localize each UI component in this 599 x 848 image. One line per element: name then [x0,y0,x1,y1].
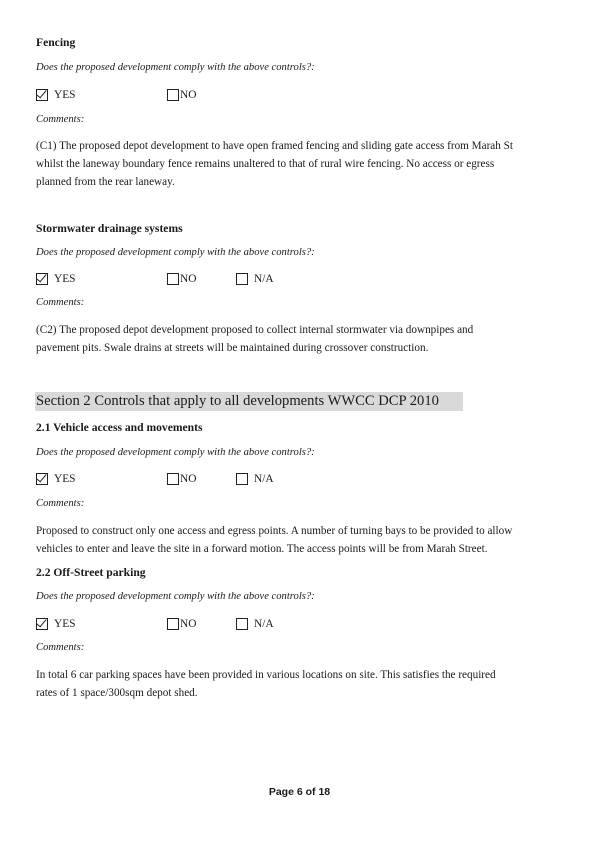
parking-yes-label: YES [54,618,76,630]
stormwater-heading: Stormwater drainage systems [36,222,183,235]
checked-checkbox-icon[interactable] [36,273,48,285]
parking-comment [36,666,566,702]
comment-line: planned from the rear laneway. [36,176,175,189]
fencing-heading: Fencing [36,36,76,49]
vehicle-yes-label: YES [54,473,76,485]
vehicle-no-option[interactable] [167,472,196,486]
stormwater-no-option[interactable] [167,272,196,286]
stormwater-comments-label: Comments: [36,297,85,308]
section-2-title: Section 2 Controls that apply to all developments WWCC DCP 2010 [35,392,463,411]
parking-comments-label: Comments: [36,642,85,653]
fencing-comment [36,137,566,192]
vehicle-no-label: NO [180,473,197,485]
vehicle-comment [36,522,566,558]
comment-line: In total 6 car parking spaces have been provided in various locations on site. This satisfies the required [36,669,496,681]
stormwater-question: Does the proposed development comply with the above controls?: [36,247,315,258]
fencing-question: Does the proposed development comply with the above controls?: [36,62,315,73]
fencing-yes-label: YES [54,89,76,101]
vehicle-na-option[interactable] [236,472,274,486]
page-total: 18 [318,786,331,798]
checked-checkbox-icon[interactable] [36,618,48,630]
parking-no-label: NO [180,618,197,630]
unchecked-checkbox-icon[interactable] [236,473,248,485]
checked-checkbox-icon[interactable] [36,473,48,485]
stormwater-no-label: NO [180,273,197,285]
page-of: of [302,786,319,798]
parking-no-option[interactable] [167,617,196,631]
comment-line: (C1) The proposed depot development to have open framed fencing and sliding gate access from Marah St [36,140,513,152]
comment-line: vehicles to enter and leave the site in a forward motion. The access points will be from Marah Street. [36,543,488,556]
unchecked-checkbox-icon[interactable] [167,89,179,101]
parking-heading: 2.2 Off-Street parking [36,566,146,579]
unchecked-checkbox-icon[interactable] [167,273,179,285]
unchecked-checkbox-icon[interactable] [167,473,179,485]
checked-checkbox-icon[interactable] [36,89,48,101]
fencing-no-option[interactable] [167,88,196,102]
stormwater-na-label: N/A [254,273,274,285]
parking-na-label: N/A [254,618,274,630]
page-number [0,786,599,798]
unchecked-checkbox-icon[interactable] [167,618,179,630]
comment-line: rates of 1 space/300sqm depot shed. [36,687,198,700]
fencing-comments-label: Comments: [36,114,85,125]
comment-line: Proposed to construct only one access and egress points. A number of turning bays to be provided to allow [36,525,513,537]
stormwater-yes-option[interactable] [36,272,76,286]
stormwater-yes-label: YES [54,273,76,285]
page-prefix: Page [268,786,297,798]
parking-na-option[interactable] [236,617,274,631]
parking-question: Does the proposed development comply with the above controls?: [36,591,315,602]
fencing-no-label: NO [180,89,197,101]
unchecked-checkbox-icon[interactable] [236,273,248,285]
page-current: 6 [296,786,303,798]
comment-line: whilst the laneway boundary fence remains unaltered to that of rural wire fencing. No access or egress [36,158,495,171]
unchecked-checkbox-icon[interactable] [236,618,248,630]
stormwater-na-option[interactable] [236,272,274,286]
fencing-yes-option[interactable] [36,88,76,102]
vehicle-na-label: N/A [254,473,274,485]
vehicle-comments-label: Comments: [36,498,85,509]
stormwater-comment [36,321,566,357]
comment-line: (C2) The proposed depot development proposed to collect internal stormwater via downpipes and [36,324,474,336]
vehicle-yes-option[interactable] [36,472,76,486]
parking-yes-option[interactable] [36,617,76,631]
vehicle-question: Does the proposed development comply with the above controls?: [36,447,315,458]
vehicle-heading: 2.1 Vehicle access and movements [36,421,203,434]
comment-line: pavement pits. Swale drains at streets will be maintained during crossover construction. [36,342,429,355]
